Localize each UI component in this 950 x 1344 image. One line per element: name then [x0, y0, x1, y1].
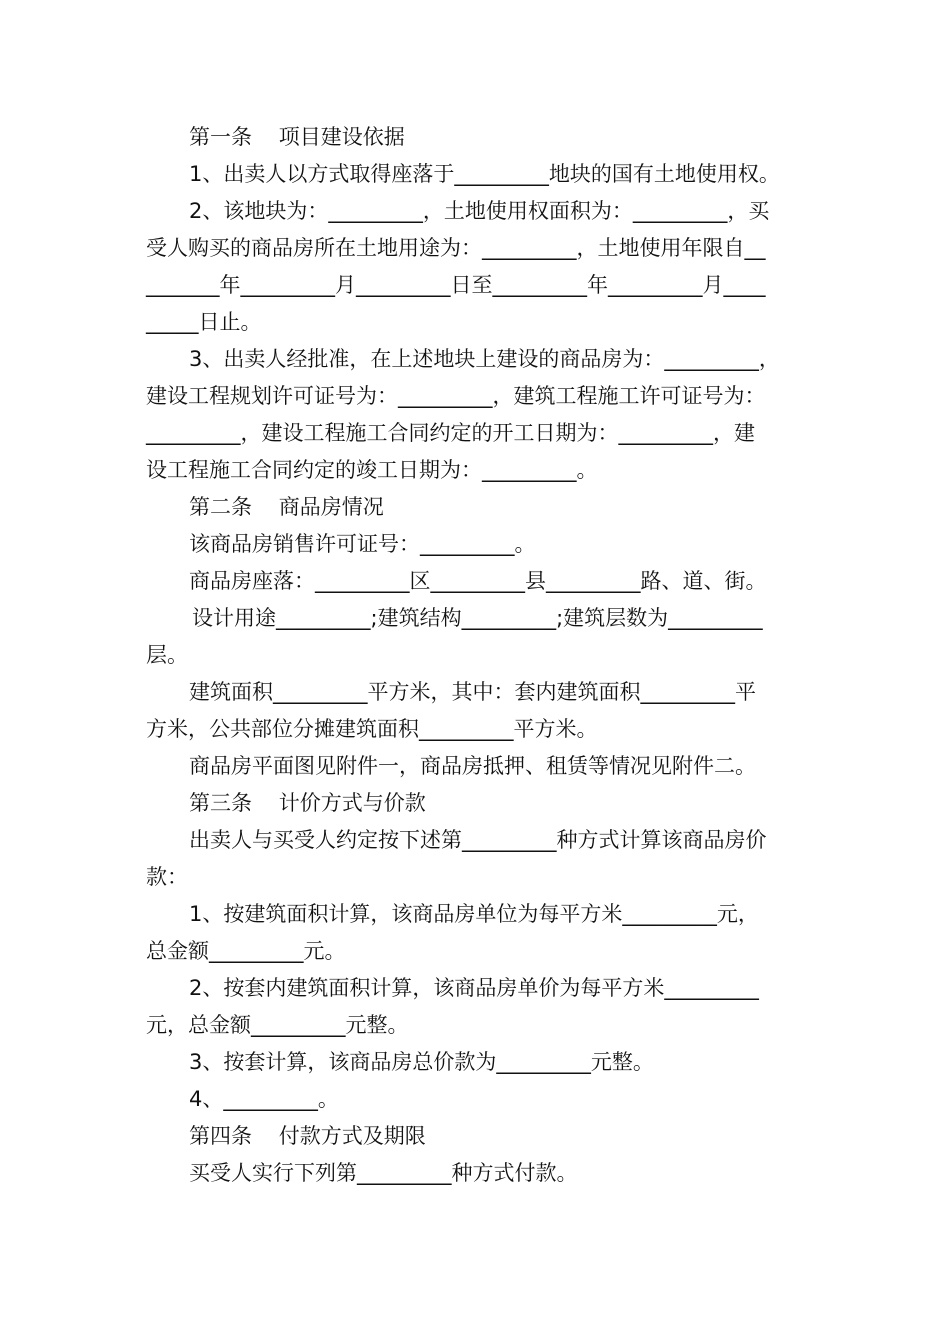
- article-1-heading: 第一条 项目建设依据: [189, 125, 405, 149]
- paragraph-line: 2、该地块为：_________，土地使用权面积为：_________，买: [189, 199, 770, 223]
- paragraph-line: 该商品房销售许可证号：_________。: [189, 532, 536, 556]
- paragraph-line: 设工程施工合同约定的竣工日期为：_________。: [146, 458, 598, 482]
- paragraph-line: 3、按套计算，该商品房总价款为_________元整。: [189, 1050, 654, 1074]
- paragraph-line: 层。: [146, 643, 188, 667]
- article-4-heading: 第四条 付款方式及期限: [189, 1124, 426, 1148]
- paragraph-line: 买受人实行下列第_________种方式付款。: [189, 1161, 578, 1185]
- paragraph-line: 3、出卖人经批准，在上述地块上建设的商品房为：_________，: [189, 347, 780, 371]
- paragraph-line: 4、_________。: [189, 1087, 339, 1111]
- paragraph-line: 受人购买的商品房所在土地用途为：_________，土地使用年限自__: [146, 236, 766, 260]
- paragraph-line: 方米，公共部位分摊建筑面积_________平方米。: [146, 717, 598, 741]
- paragraph-line: 商品房平面图见附件一，商品房抵押、租赁等情况见附件二。: [189, 754, 756, 778]
- paragraph-line: 总金额_________元。: [146, 939, 346, 963]
- paragraph-line: 元，总金额_________元整。: [146, 1013, 409, 1037]
- paragraph-line: _________，建设工程施工合同约定的开工日期为：_________，建: [146, 421, 755, 445]
- paragraph-line: 商品房座落：_________区_________县_________路、道、街。: [189, 569, 767, 593]
- paragraph-line: 建设工程规划许可证号为：_________，建筑工程施工许可证号为：: [146, 384, 766, 408]
- contract-text: [146, 119, 808, 1192]
- article-2-heading: 第二条 商品房情况: [189, 495, 384, 519]
- paragraph-line: 设计用途_________;建筑结构_________;建筑层数为_________: [192, 606, 763, 630]
- article-3-heading: 第三条 计价方式与价款: [189, 791, 426, 815]
- paragraph-line: 1、按建筑面积计算，该商品房单位为每平方米_________元，: [189, 902, 759, 926]
- paragraph-line: 2、按套内建筑面积计算，该商品房单价为每平方米_________: [189, 976, 759, 1000]
- paragraph-line: _____日止。: [146, 310, 262, 334]
- paragraph-line: 款：: [146, 865, 188, 889]
- paragraph-line: 1、出卖人以方式取得座落于_________地块的国有土地使用权。: [189, 162, 780, 186]
- paragraph-line: 出卖人与买受人约定按下述第_________种方式计算该商品房价: [189, 828, 767, 852]
- paragraph-line: 建筑面积_________平方米，其中：套内建筑面积_________平: [189, 680, 756, 704]
- paragraph-line: _______年_________月_________日至_________年_________月____: [146, 273, 766, 297]
